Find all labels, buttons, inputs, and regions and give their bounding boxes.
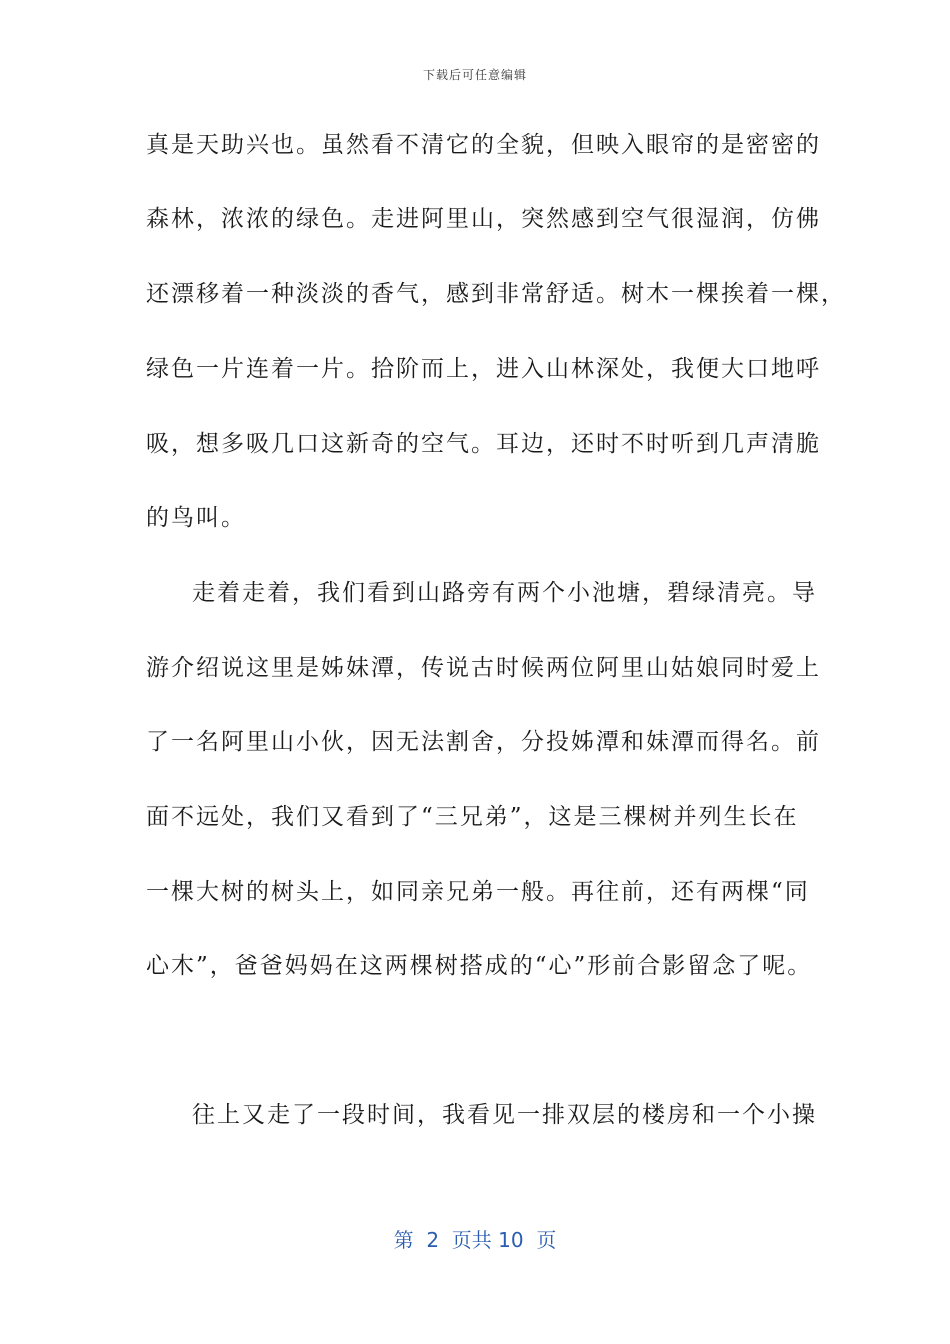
text-line: 的鸟叫。: [146, 505, 246, 531]
text-line: 绿色一片连着一片。拾阶而上，进入山林深处，我便大口地呼: [146, 356, 821, 382]
header-note: 下载后可任意编辑: [422, 68, 527, 82]
paragraph-start-line: 往上又走了一段时间，我看见一排双层的楼房和一个小操: [192, 1102, 817, 1128]
text-line: 了一名阿里山小伙，因无法割舍，分投姊潭和妹潭而得名。前: [146, 729, 821, 755]
paragraph-start-line: 走着走着，我们看到山路旁有两个小池塘，碧绿清亮。导: [192, 580, 817, 606]
text-line: 一棵大树的树头上，如同亲兄弟一般。再往前，还有两棵“同: [146, 879, 810, 905]
text-line: 还漂移着一种淡淡的香气，感到非常舒适。树木一棵挨着一棵，: [146, 281, 846, 307]
text-line: 森林，浓浓的绿色。走进阿里山，突然感到空气很湿润，仿佛: [146, 206, 821, 232]
text-line: 面不远处，我们又看到了“三兄弟”，这是三棵树并列生长在: [146, 804, 799, 830]
text-line: 真是天助兴也。虽然看不清它的全貌，但映入眼帘的是密密的: [146, 132, 821, 158]
text-line: 心木”，爸爸妈妈在这两棵树搭成的“心”形前合影留念了呢。: [146, 953, 813, 979]
text-line: 游介绍说这里是姊妹潭，传说古时候两位阿里山姑娘同时爱上: [146, 655, 821, 681]
page-number-footer: 第 2 页共 10 页: [393, 1228, 557, 1252]
text-line: 吸，想多吸几口这新奇的空气。耳边，还时不时听到几声清脆: [146, 431, 821, 457]
